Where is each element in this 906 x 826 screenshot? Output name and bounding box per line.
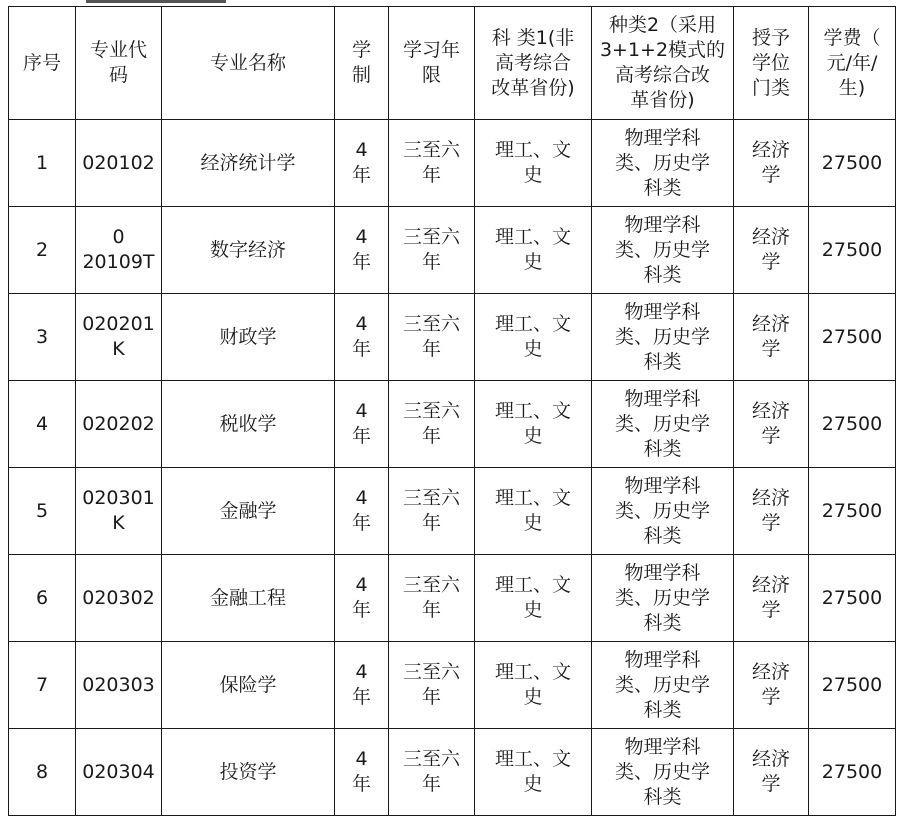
cell-text: 27500 xyxy=(821,325,883,348)
header-text: 学 制 xyxy=(351,39,371,86)
cell-duration xyxy=(335,207,389,294)
cell-name xyxy=(162,120,335,207)
cell-duration xyxy=(335,381,389,468)
cell-category1 xyxy=(475,468,592,555)
cell-text: 物理学科 类、历史学 科类 xyxy=(614,474,710,547)
cell-category1 xyxy=(475,207,592,294)
header-row xyxy=(9,7,896,120)
header-cell-index xyxy=(9,7,76,120)
cell-text: 2 xyxy=(35,238,49,261)
table-row xyxy=(9,381,896,468)
cell-text: 4 年 xyxy=(351,400,371,447)
cell-degree xyxy=(734,729,809,816)
cell-study-years xyxy=(389,555,475,642)
header-cell-category2 xyxy=(592,7,734,120)
cell-category1 xyxy=(475,729,592,816)
header-text: 专业代 码 xyxy=(89,39,147,86)
header-cell-study-years xyxy=(389,7,475,120)
cell-degree xyxy=(734,468,809,555)
header-text: 学习年 限 xyxy=(402,39,460,86)
cell-text: 4 年 xyxy=(351,487,371,534)
cell-text: 020303 xyxy=(82,673,155,696)
cell-code xyxy=(76,642,162,729)
cell-text: 27500 xyxy=(821,151,883,174)
cell-text: 三至六 年 xyxy=(402,487,460,534)
cell-code xyxy=(76,468,162,555)
cell-text: 物理学科 类、历史学 科类 xyxy=(614,126,710,199)
table-row xyxy=(9,468,896,555)
cell-text: 理工、文 史 xyxy=(494,313,571,360)
cell-text: 数字经济 xyxy=(209,238,286,261)
cell-name xyxy=(162,642,335,729)
cell-text: 金融学 xyxy=(219,499,277,522)
cell-category2 xyxy=(592,468,734,555)
cell-index xyxy=(9,642,76,729)
cell-text: 27500 xyxy=(821,673,883,696)
cell-duration xyxy=(335,120,389,207)
cell-code xyxy=(76,555,162,642)
cell-text: 经济统计学 xyxy=(200,151,296,174)
cell-text: 理工、文 史 xyxy=(494,226,571,273)
cell-tuition xyxy=(809,381,896,468)
cell-degree xyxy=(734,207,809,294)
cell-category1 xyxy=(475,294,592,381)
cell-duration xyxy=(335,294,389,381)
cell-duration xyxy=(335,642,389,729)
header-cell-category1 xyxy=(475,7,592,120)
cell-text: 三至六 年 xyxy=(402,748,460,795)
cell-index xyxy=(9,207,76,294)
cell-text: 3 xyxy=(35,325,49,348)
cell-degree xyxy=(734,555,809,642)
cell-category1 xyxy=(475,381,592,468)
table-row xyxy=(9,120,896,207)
cell-degree xyxy=(734,642,809,729)
cell-index xyxy=(9,381,76,468)
cell-tuition xyxy=(809,642,896,729)
cell-text: 三至六 年 xyxy=(402,139,460,186)
cell-text: 27500 xyxy=(821,760,883,783)
cell-name xyxy=(162,294,335,381)
cell-text: 4 xyxy=(35,412,49,435)
cell-study-years xyxy=(389,468,475,555)
cell-tuition xyxy=(809,468,896,555)
cell-text: 4 年 xyxy=(351,226,371,273)
table-row xyxy=(9,729,896,816)
cell-category2 xyxy=(592,555,734,642)
header-text: 序号 xyxy=(22,51,61,74)
cell-text: 4 年 xyxy=(351,313,371,360)
cell-text: 物理学科 类、历史学 科类 xyxy=(614,300,710,373)
cell-text: 三至六 年 xyxy=(402,400,460,447)
table-row xyxy=(9,207,896,294)
cell-text: 1 xyxy=(35,151,49,174)
cell-text: 经济 学 xyxy=(751,748,790,795)
cell-code xyxy=(76,729,162,816)
cell-text: 4 年 xyxy=(351,139,371,186)
cell-text: 4 年 xyxy=(351,574,371,621)
cell-name xyxy=(162,381,335,468)
cell-category2 xyxy=(592,381,734,468)
cell-name xyxy=(162,207,335,294)
cell-study-years xyxy=(389,642,475,729)
cell-tuition xyxy=(809,729,896,816)
cell-text: 物理学科 类、历史学 科类 xyxy=(614,561,710,634)
cell-text: 经济 学 xyxy=(751,400,790,447)
header-text: 种类2（采用 3+1+2模式的 高考综合改 革省份) xyxy=(599,14,726,111)
cell-category2 xyxy=(592,729,734,816)
cell-degree xyxy=(734,120,809,207)
header-text: 专业名称 xyxy=(209,51,286,74)
cell-text: 4 年 xyxy=(351,748,371,795)
cell-text: 7 xyxy=(35,673,49,696)
cell-category2 xyxy=(592,207,734,294)
header-text: 科 类1(非 高考综合 改革省份) xyxy=(491,26,575,99)
cell-duration xyxy=(335,729,389,816)
cell-text: 投资学 xyxy=(219,760,277,783)
cell-index xyxy=(9,555,76,642)
cell-text: 三至六 年 xyxy=(402,226,460,273)
cell-text: 三至六 年 xyxy=(402,313,460,360)
cell-index xyxy=(9,729,76,816)
cell-text: 理工、文 史 xyxy=(494,748,571,795)
header-cell-name xyxy=(162,7,335,120)
cell-category2 xyxy=(592,642,734,729)
cell-degree xyxy=(734,381,809,468)
table-row xyxy=(9,294,896,381)
cell-code xyxy=(76,207,162,294)
table-row xyxy=(9,555,896,642)
cell-text: 经济 学 xyxy=(751,313,790,360)
cell-text: 0 20109T xyxy=(82,226,155,273)
table-body xyxy=(9,120,896,816)
cell-study-years xyxy=(389,381,475,468)
cell-text: 经济 学 xyxy=(751,226,790,273)
cell-code xyxy=(76,381,162,468)
cell-text: 020304 xyxy=(82,760,155,783)
cell-tuition xyxy=(809,294,896,381)
cell-text: 税收学 xyxy=(219,412,277,435)
cell-tuition xyxy=(809,207,896,294)
cell-category2 xyxy=(592,294,734,381)
cell-name xyxy=(162,555,335,642)
cell-code xyxy=(76,120,162,207)
cell-text: 理工、文 史 xyxy=(494,574,571,621)
majors-table xyxy=(8,6,896,816)
cell-text: 经济 学 xyxy=(751,487,790,534)
cell-name xyxy=(162,468,335,555)
cell-category1 xyxy=(475,120,592,207)
cell-text: 经济 学 xyxy=(751,139,790,186)
cell-text: 020301 K xyxy=(82,487,155,534)
cell-text: 020201 K xyxy=(82,313,155,360)
cell-category2 xyxy=(592,120,734,207)
header-cell-degree xyxy=(734,7,809,120)
header-text: 学费（ 元/年/ 生) xyxy=(823,26,881,99)
cell-text: 物理学科 类、历史学 科类 xyxy=(614,648,710,721)
cell-text: 020202 xyxy=(82,412,155,435)
cell-index xyxy=(9,294,76,381)
cell-study-years xyxy=(389,729,475,816)
cell-text: 27500 xyxy=(821,499,883,522)
cell-text: 理工、文 史 xyxy=(494,487,571,534)
cell-text: 经济 学 xyxy=(751,574,790,621)
cell-text: 经济 学 xyxy=(751,661,790,708)
cropped-title-remnant xyxy=(86,0,226,3)
cell-text: 物理学科 类、历史学 科类 xyxy=(614,387,710,460)
cell-text: 理工、文 史 xyxy=(494,661,571,708)
cell-category1 xyxy=(475,555,592,642)
header-cell-duration xyxy=(335,7,389,120)
header-text: 授予 学位 门类 xyxy=(751,26,790,99)
cell-text: 27500 xyxy=(821,586,883,609)
cell-text: 4 年 xyxy=(351,661,371,708)
cell-study-years xyxy=(389,294,475,381)
cell-text: 财政学 xyxy=(219,325,277,348)
header-cell-code xyxy=(76,7,162,120)
table-header xyxy=(9,7,896,120)
cell-text: 理工、文 史 xyxy=(494,139,571,186)
cell-name xyxy=(162,729,335,816)
cell-text: 6 xyxy=(35,586,49,609)
cell-text: 物理学科 类、历史学 科类 xyxy=(614,213,710,286)
cell-text: 27500 xyxy=(821,412,883,435)
cell-text: 020302 xyxy=(82,586,155,609)
cell-duration xyxy=(335,468,389,555)
cell-text: 三至六 年 xyxy=(402,574,460,621)
cell-study-years xyxy=(389,120,475,207)
cell-text: 020102 xyxy=(82,151,155,174)
cell-code xyxy=(76,294,162,381)
cell-tuition xyxy=(809,555,896,642)
header-cell-tuition xyxy=(809,7,896,120)
cell-tuition xyxy=(809,120,896,207)
cell-text: 三至六 年 xyxy=(402,661,460,708)
cell-text: 物理学科 类、历史学 科类 xyxy=(614,735,710,808)
cell-text: 27500 xyxy=(821,238,883,261)
cell-text: 理工、文 史 xyxy=(494,400,571,447)
cell-index xyxy=(9,468,76,555)
cell-duration xyxy=(335,555,389,642)
cell-text: 5 xyxy=(35,499,49,522)
cell-text: 保险学 xyxy=(219,673,277,696)
cell-degree xyxy=(734,294,809,381)
table-row xyxy=(9,642,896,729)
cell-study-years xyxy=(389,207,475,294)
cell-category1 xyxy=(475,642,592,729)
cell-text: 金融工程 xyxy=(209,586,286,609)
cell-index xyxy=(9,120,76,207)
cell-text: 8 xyxy=(35,760,49,783)
